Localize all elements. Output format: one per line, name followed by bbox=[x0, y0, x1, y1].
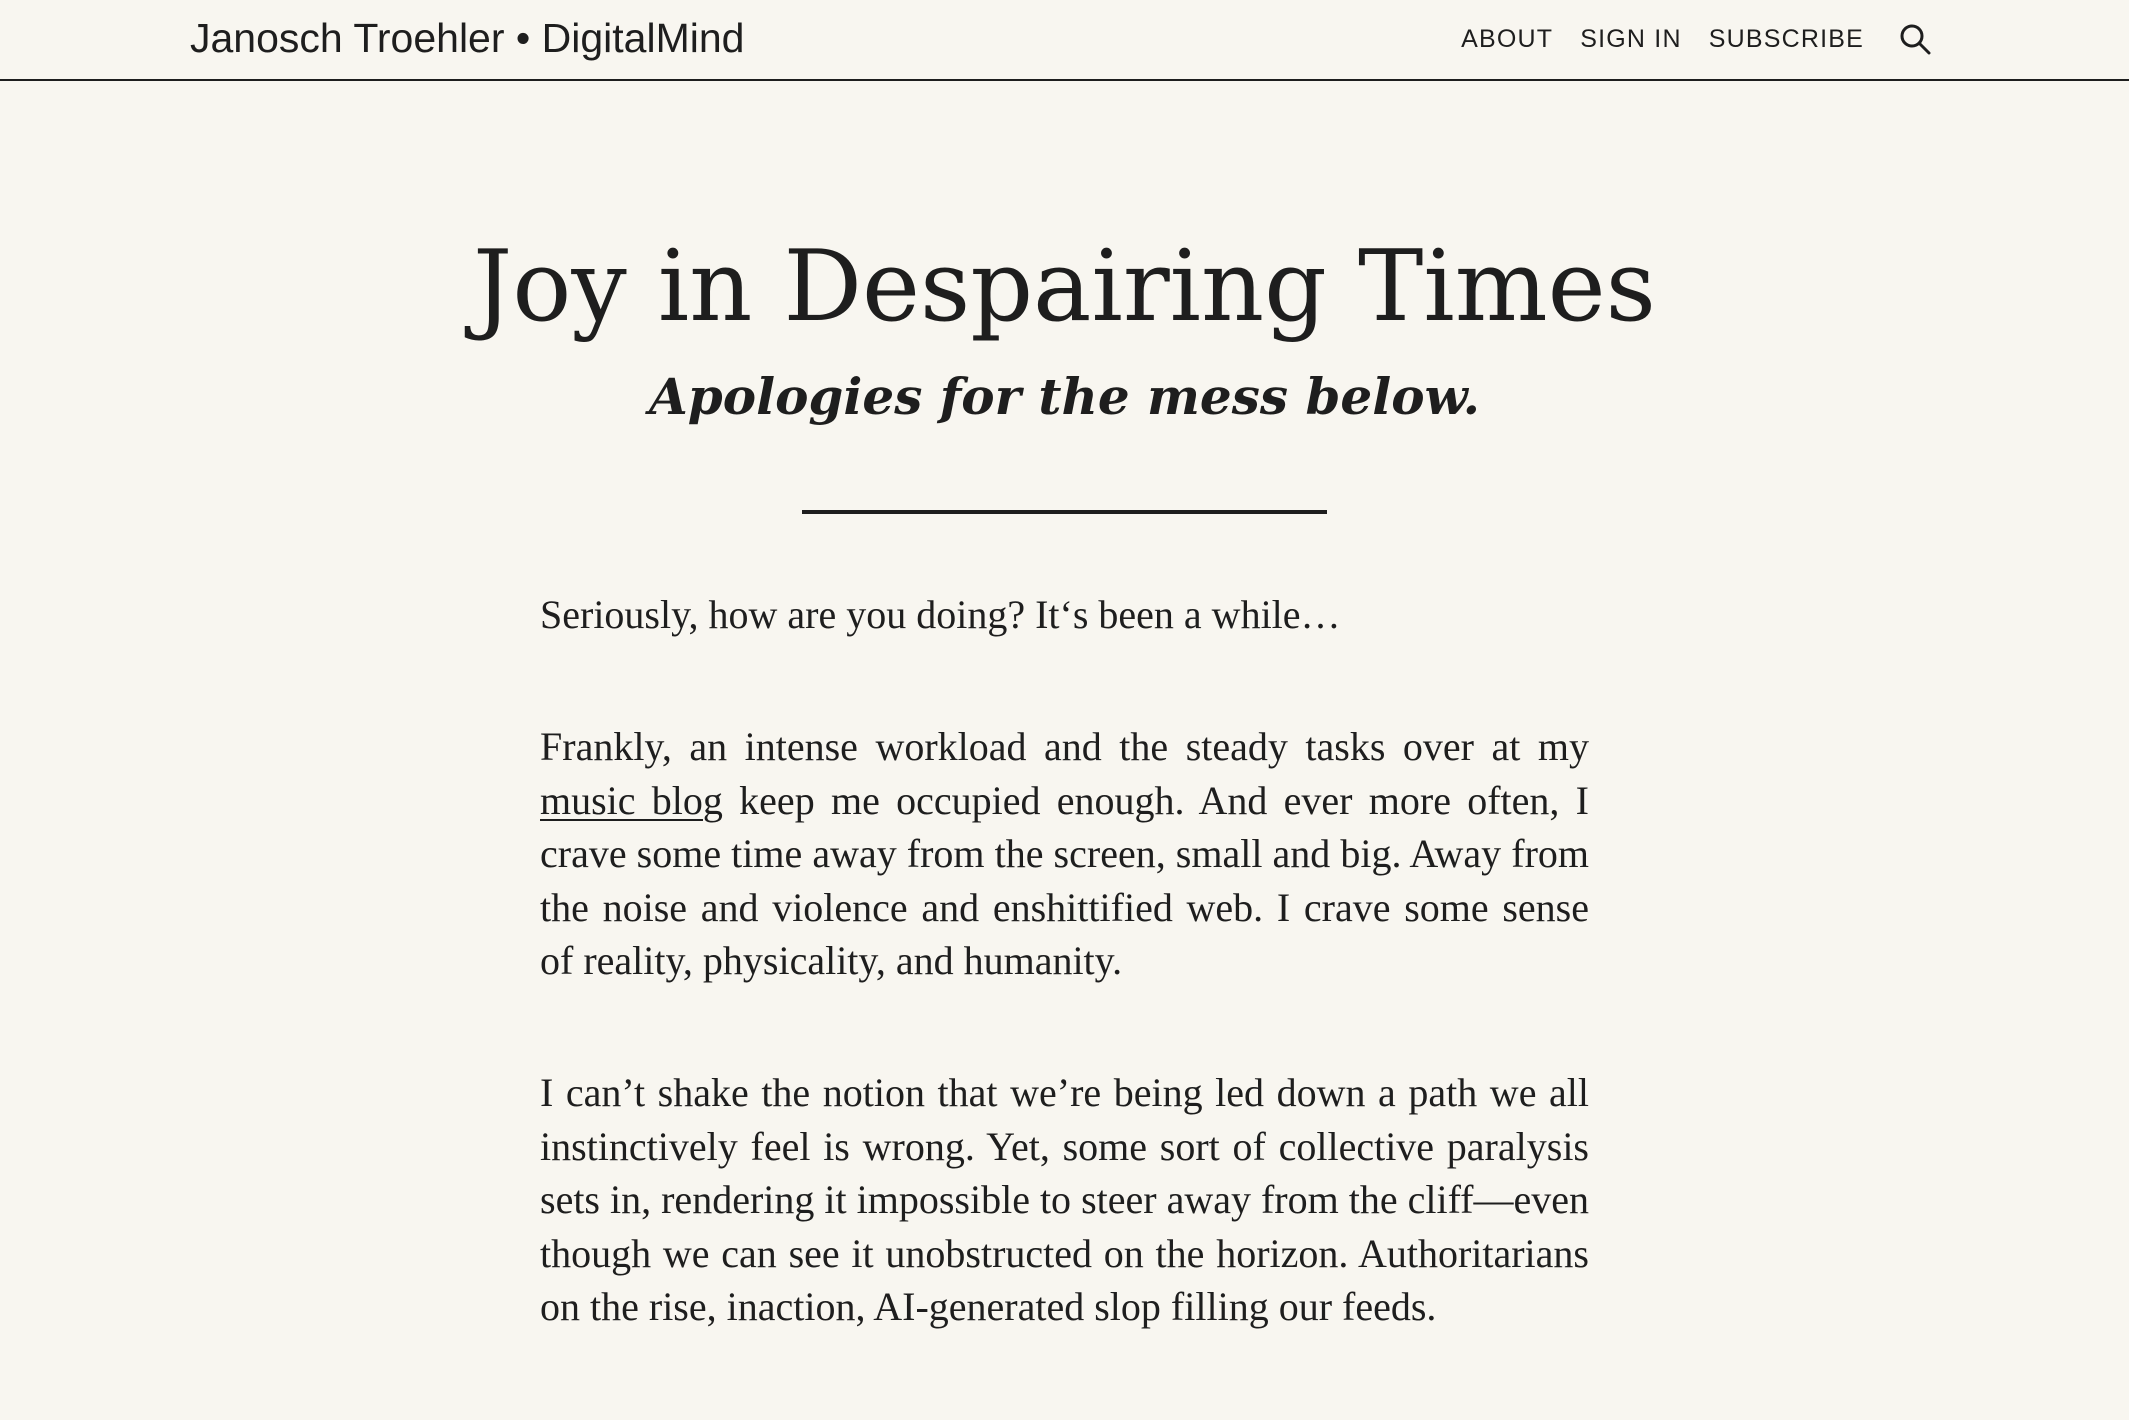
paragraph-text: keep me occupied enough. And ever more often, I crave some time away from the screen, small and big. Away from the noise and violence and enshittified web. I crave some sense of reality, physicality, and humanity. bbox=[540, 777, 1589, 984]
search-button[interactable] bbox=[1898, 22, 1932, 56]
paragraph-notion: I can’t shake the notion that we’re being led down a path we all instinctively feel is wrong. Yet, some sort of collective paralysis sets in, rendering it impossible to steer away from the cliff—even though we can see it unobstructed on the horizon. Authoritarians on the rise, inaction, AI-generated slop filling our feeds. bbox=[540, 1070, 1589, 1330]
paragraph-text: Frankly, an intense workload and the steady tasks over at my bbox=[540, 724, 1589, 770]
paragraph-intro: Seriously, how are you doing? It‘s been a while… bbox=[540, 592, 1341, 637]
article-subtitle: Apologies for the mess below. bbox=[648, 367, 1480, 426]
site-header bbox=[0, 0, 2129, 81]
article-title: Joy in Despairing Times bbox=[473, 230, 1656, 344]
main-nav bbox=[1434, 16, 1932, 62]
paragraph-workload bbox=[540, 720, 1589, 987]
title-divider bbox=[802, 510, 1327, 514]
search-icon bbox=[1899, 23, 1931, 55]
music-blog-link[interactable]: music blog bbox=[540, 777, 723, 823]
nav-about[interactable]: ABOUT bbox=[1461, 24, 1554, 53]
nav-subscribe[interactable]: SUBSCRIBE bbox=[1708, 24, 1864, 53]
article-body bbox=[540, 588, 1589, 1412]
nav-sign-in[interactable]: SIGN IN bbox=[1580, 24, 1682, 53]
site-title-link[interactable]: Janosch Troehler • DigitalMind bbox=[190, 15, 745, 61]
